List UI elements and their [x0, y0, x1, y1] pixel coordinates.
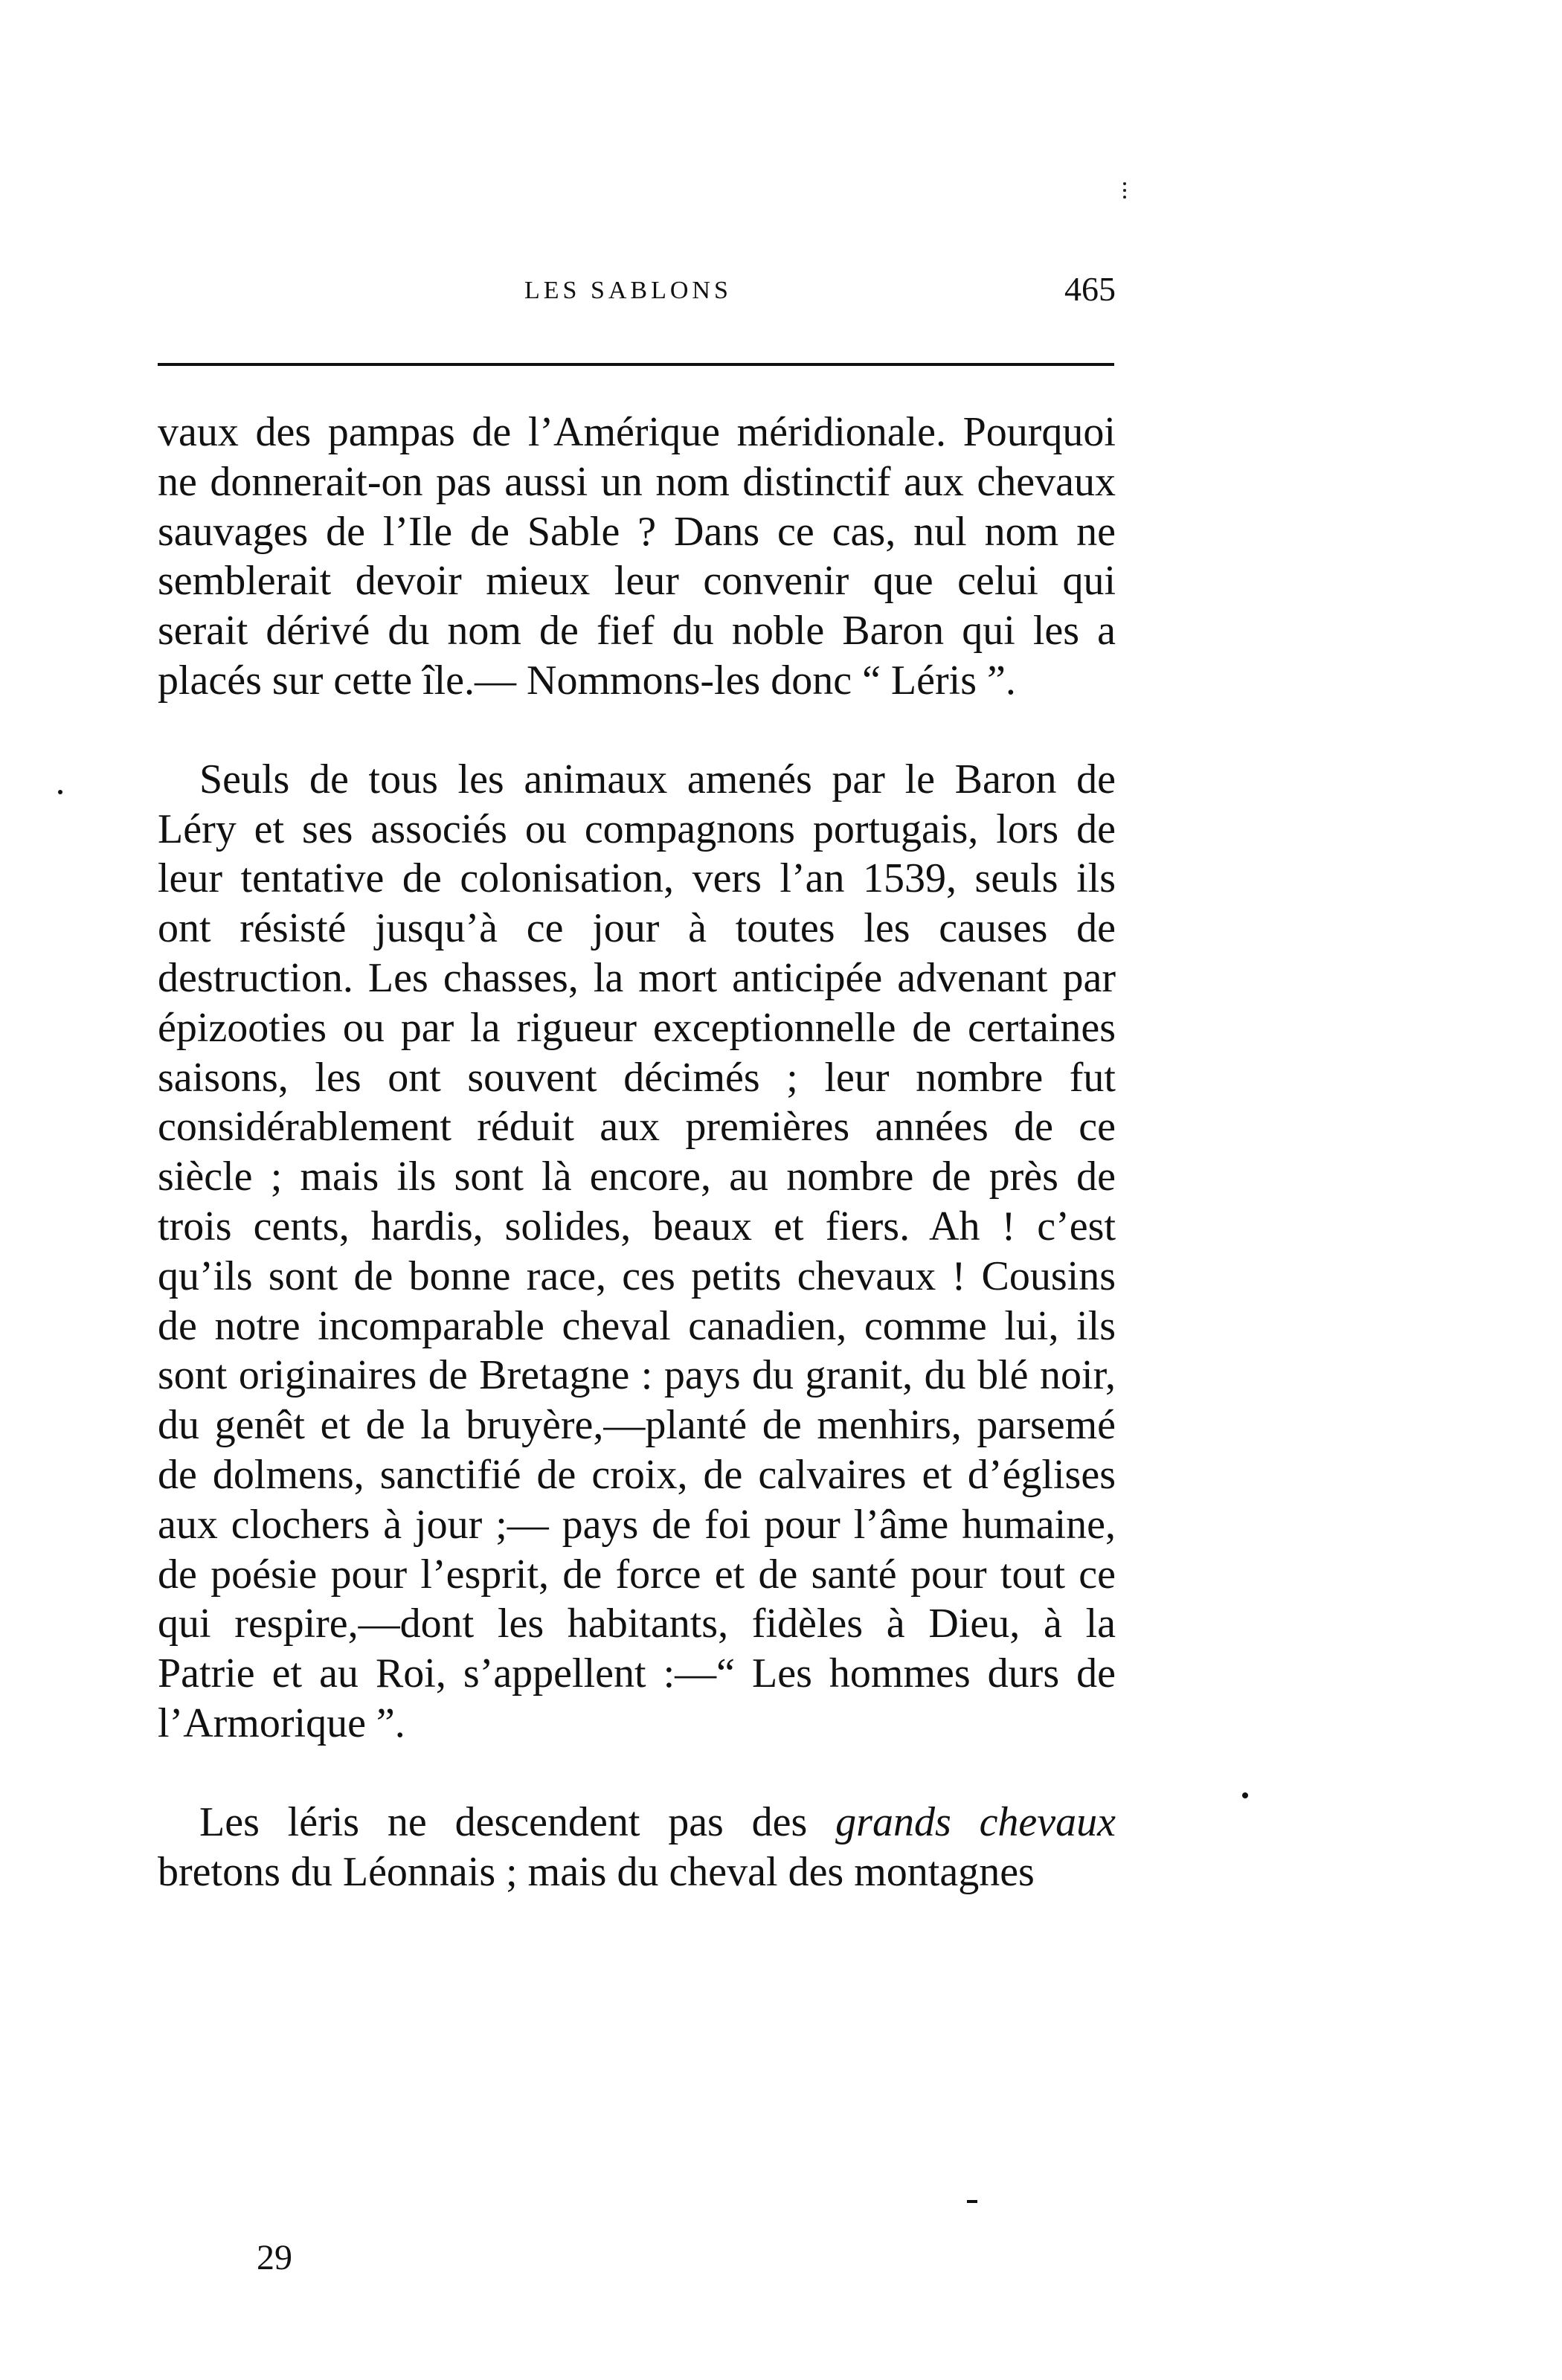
- running-title: LES SABLONS: [524, 277, 732, 304]
- page-header: [156, 270, 1116, 321]
- signature-mark: 29: [257, 2238, 292, 2277]
- paragraph-gap: [158, 706, 1116, 755]
- paragraph-3-emphasis: grands chevaux: [835, 1798, 1116, 1845]
- paragraph-3-after: bretons du Léonnais ; mais du cheval des montagnes: [158, 1848, 1035, 1895]
- paragraph-3-before: Les léris ne descendent pas des: [199, 1798, 836, 1845]
- margin-speck: [58, 790, 62, 794]
- paragraph-3: [158, 1798, 1116, 1897]
- page-number: 465: [1064, 270, 1116, 308]
- body-text: [158, 408, 1116, 1897]
- margin-speck: [1123, 182, 1129, 199]
- paragraph-2: Seuls de tous les animaux amenés par le Baron de Léry et ses associés ou compagnons portugais, lors de leur tentative de colonisation, vers l’an 1539, seuls ils ont résisté jusqu’à ce jour à toutes les causes de destruction. Les chasses, la mort anticipée advenant par épizooties ou par la rigueur exceptionnelle de certaines saisons, les ont souvent décimés ; leur nombre fut considérablement réduit aux premières années de ce siècle ; mais ils sont là encore, au nombre de près de trois cents, hardis, solides, beaux et fiers. Ah ! c’est qu’ils sont de bonne race, ces petits chevaux ! Cousins de notre incomparable cheval canadien, comme lui, ils sont originaires de Bretagne : pays du granit, du blé noir, du genêt et de la bruyère,—planté de menhirs, parsemé de dolmens, sanctifié de croix, de calvaires et d’églises aux clochers à jour ;— pays de foi pour l’âme humaine, de poésie pour l’esprit, de force et de santé pour tout ce qui respire,—dont les habitants, fidèles à Dieu, à la Patrie et au Roi, s’appellent :—“ Les hommes durs de l’Armorique ”.: [158, 756, 1116, 1746]
- paragraph-gap: [158, 1749, 1116, 1798]
- paragraph-1: vaux des pampas de l’Amérique méridionale. Pourquoi ne donnerait-on pas aussi un nom distinctif aux chevaux sauvages de l’Ile de Sable ? Dans ce cas, nul nom ne semblerait devoir mieux leur convenir que celui qui serait dérivé du nom de fief du noble Baron qui les a placés sur cette île.— Nommons-les donc “ Léris ”.: [158, 409, 1116, 704]
- header-rule: [158, 363, 1114, 366]
- margin-speck: [967, 2200, 977, 2203]
- margin-speck: [1242, 1792, 1248, 1798]
